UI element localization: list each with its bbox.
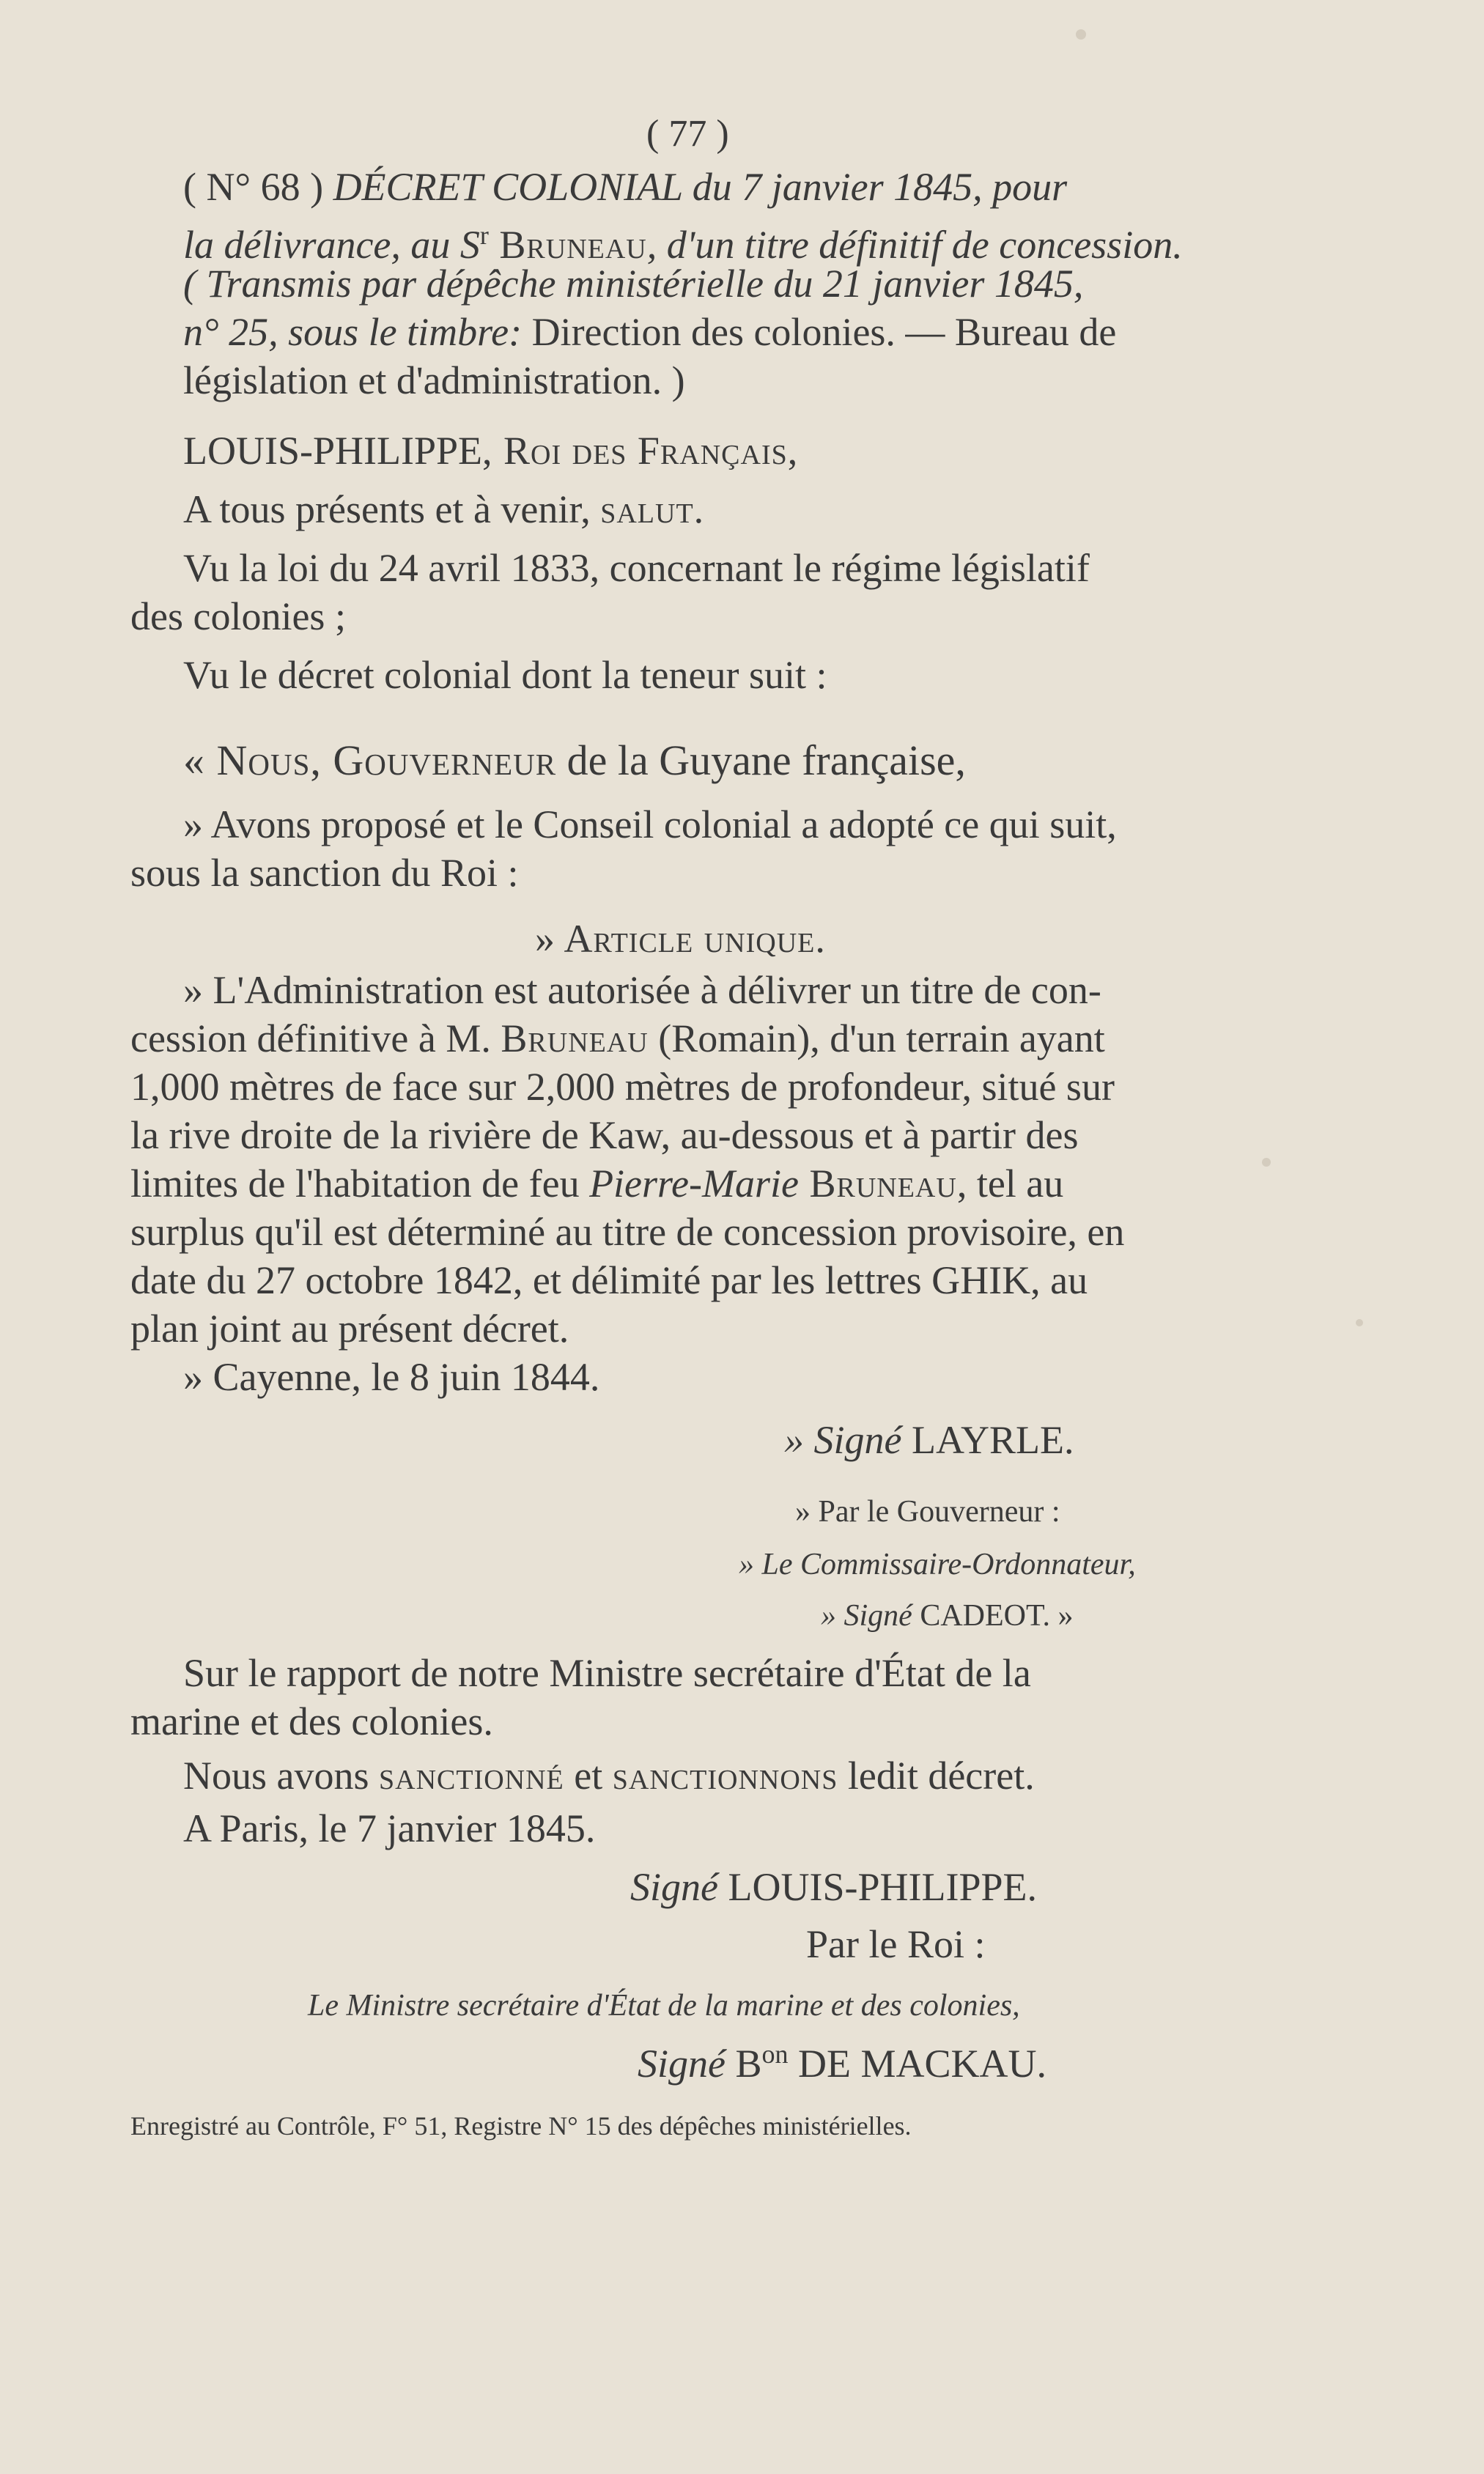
commissaire-ordonnateur: » Le Commissaire-Ordonnateur, [739, 1548, 1136, 1581]
signature-cadeot: » Signé CADEOT. » [821, 1599, 1074, 1633]
paper-stain [1356, 1319, 1363, 1326]
article-body-line-1: » L'Administration est autorisée à délivrer un titre de con- [183, 968, 1101, 1012]
article-body-line-6: surplus qu'il est déterminé au titre de concession provisoire, en [130, 1210, 1125, 1254]
transmission-line-2: n° 25, sous le timbre: Direction des colonies. — Bureau de [183, 310, 1117, 354]
page-number: ( 77 ) [646, 113, 729, 155]
rapport-line-1: Sur le rapport de notre Ministre secrétaire d'État de la [183, 1651, 1031, 1695]
article-body-line-2: cession définitive à M. Bruneau (Romain), d'un terrain ayant [130, 1016, 1105, 1060]
ministre-title: Le Ministre secrétaire d'État de la marine et des colonies, [308, 1989, 1020, 2023]
paper-stain [1076, 29, 1086, 40]
article-unique: » Article unique. [535, 917, 826, 961]
avons-line-2: sous la sanction du Roi : [130, 851, 519, 895]
article-body-line-3: 1,000 mètres de face sur 2,000 mètres de profondeur, situé sur [130, 1065, 1115, 1109]
signature-louis-philippe: Signé LOUIS-PHILIPPE. [630, 1865, 1037, 1909]
vu-loi-line-2: des colonies ; [130, 594, 346, 638]
par-le-roi: Par le Roi : [806, 1922, 986, 1966]
transmission-line-1: ( Transmis par dépêche ministérielle du 21 janvier 1845, [183, 262, 1084, 306]
article-body-line-7: date du 27 octobre 1842, et délimité par les lettres GHIK, au [130, 1258, 1088, 1302]
article-body-line-8: plan joint au présent décret. [130, 1307, 569, 1351]
transmission-line-3: législation et d'administration. ) [183, 358, 685, 402]
sanction-line: Nous avons sanctionné et sanctionnons ledit décret. [183, 1754, 1035, 1798]
gouverneur-line: « Nous, Gouverneur de la Guyane française, [183, 736, 966, 784]
signature-mackau: Signé $B^{on}$ DE MACKAU. [638, 2039, 1047, 2086]
par-le-gouverneur: » Par le Gouverneur : [795, 1495, 1060, 1529]
article-body-line-5: limites de l'habitation de feu Pierre-Marie Bruneau, tel au [130, 1162, 1064, 1205]
registration-footer: Enregistré au Contrôle, F° 51, Registre N° 15 des dépêches ministérielles. [130, 2111, 912, 2141]
paris-date: A Paris, le 7 janvier 1845. [183, 1806, 596, 1850]
paper-stain [1262, 1158, 1271, 1167]
vu-decret: Vu le décret colonial dont la teneur suit : [183, 653, 827, 697]
signature-layrle: » Signé LAYRLE. [784, 1418, 1074, 1462]
king-title: LOUIS-PHILIPPE, Roi des Français, [183, 429, 799, 473]
avons-line-1: » Avons proposé et le Conseil colonial a adopté ce qui suit, [183, 802, 1117, 846]
decree-heading-line-1: ( N° 68 ) DÉCRET COLONIAL du 7 janvier 1845, pour [183, 165, 1068, 209]
rapport-line-2: marine et des colonies. [130, 1699, 493, 1743]
decree-heading-line-2: la délivrance, au $S^r$ Bruneau, d'un titre définitif de concession. [183, 221, 1183, 267]
salutation: A tous présents et à venir, salut. [183, 487, 705, 531]
article-body-line-4: la rive droite de la rivière de Kaw, au-dessous et à partir des [130, 1113, 1079, 1157]
cayenne-date: » Cayenne, le 8 juin 1844. [183, 1355, 600, 1399]
vu-loi-line-1: Vu la loi du 24 avril 1833, concernant le régime législatif [183, 546, 1090, 590]
